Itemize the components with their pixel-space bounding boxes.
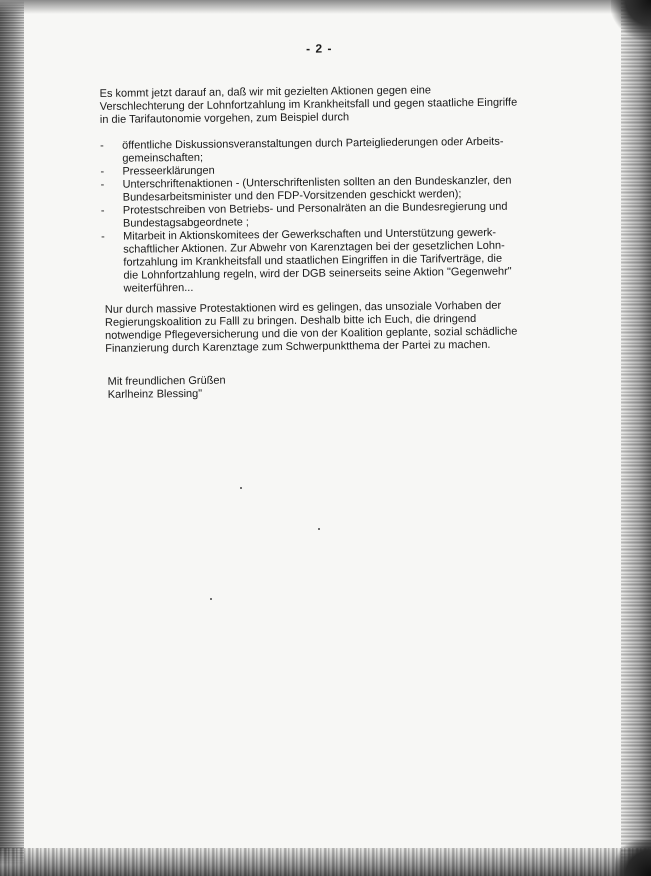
list-item-line: öffentliche Diskussionsveranstaltungen durch Parteigliederungen oder Arbeits- [122, 135, 504, 152]
conclusion-line: Nur durch massive Protestaktionen wird es gelingen, das unsoziale Vorhaben der [104, 299, 502, 316]
page-number: - 2 - [306, 41, 333, 56]
list-item-line: Bundesarbeitsminister und den FDP-Vorsitzenden geschickt werden); [122, 188, 462, 204]
list-item-line: gemeinschaften; [122, 151, 204, 165]
scan-edge-bottom [0, 848, 651, 876]
list-item-line: weiterführen... [123, 281, 194, 295]
action-list [100, 135, 542, 296]
list-item-line: Unterschriftenaktionen - (Unterschriftenlisten sollten an den Bundeskanzler, den [122, 174, 512, 191]
signature-name: Karlheinz Blessing" [107, 387, 203, 401]
intro-line: in die Tarifautonomie vorgehen, zum Beispiel durch [99, 111, 350, 126]
scan-speck [210, 598, 212, 600]
scan-edge-top [0, 0, 651, 14]
list-item-line: fortzahlung im Krankheitsfall und staatlichen Eingriffen in die Tarifverträge, die [123, 252, 503, 269]
intro-paragraph [100, 83, 540, 127]
conclusion-paragraph [105, 299, 546, 356]
list-item-line: Mitarbeit in Aktionskomitees der Gewerkschaften und Unterstützung gewerk- [123, 226, 497, 243]
closing-block [108, 373, 408, 402]
scan-edge-right [621, 0, 651, 876]
closing-greeting: Mit freundlichen Grüßen [107, 374, 226, 388]
list-item-line: Bundestagsabgeordnete ; [122, 216, 250, 230]
list-item [101, 226, 542, 296]
bullet-dash: - [100, 204, 105, 217]
bullet-dash: - [100, 178, 105, 191]
list-item-line: die Lohnfortzahlung regeln, wird der DGB seinerseits seine Aktion "Gegenwehr" [123, 265, 512, 282]
bullet-dash: - [101, 230, 105, 243]
scan-edge-left [0, 0, 24, 876]
list-item-line: Presseerklärungen [122, 164, 215, 178]
list-item-line: schaftlicher Aktionen. Zur Abwehr von Karenztagen bei der gesetzlichen Lohn- [123, 239, 505, 256]
conclusion-line: Finanzierung durch Karenztage zum Schwerpunktthema der Partei zu machen. [105, 338, 491, 355]
conclusion-line: Regierungskoalition zu Falll zu bringen. Deshalb bitte ich Euch, die dringend [104, 312, 477, 329]
conclusion-line: notwendige Pflegeversicherung und die von der Koalition geplante, sozial schädliche [105, 325, 518, 342]
scan-speck [240, 487, 242, 489]
intro-line: Verschlechterung der Lohnfortzahlung im Krankheitsfall und gegen staatliche Eingriffe [99, 96, 518, 113]
scan-corner-bottom-right [615, 840, 651, 876]
scan-corner-top-right [611, 0, 651, 40]
bullet-dash: - [100, 165, 105, 178]
bullet-dash: - [100, 139, 104, 152]
list-item-line: Protestschreiben von Betriebs- und Personalräten an die Bundesregierung und [122, 200, 508, 217]
scan-speck [318, 528, 320, 530]
letter-page [90, 31, 550, 401]
intro-line: Es kommt jetzt darauf an, daß wir mit gezielten Aktionen gegen eine [99, 84, 432, 100]
